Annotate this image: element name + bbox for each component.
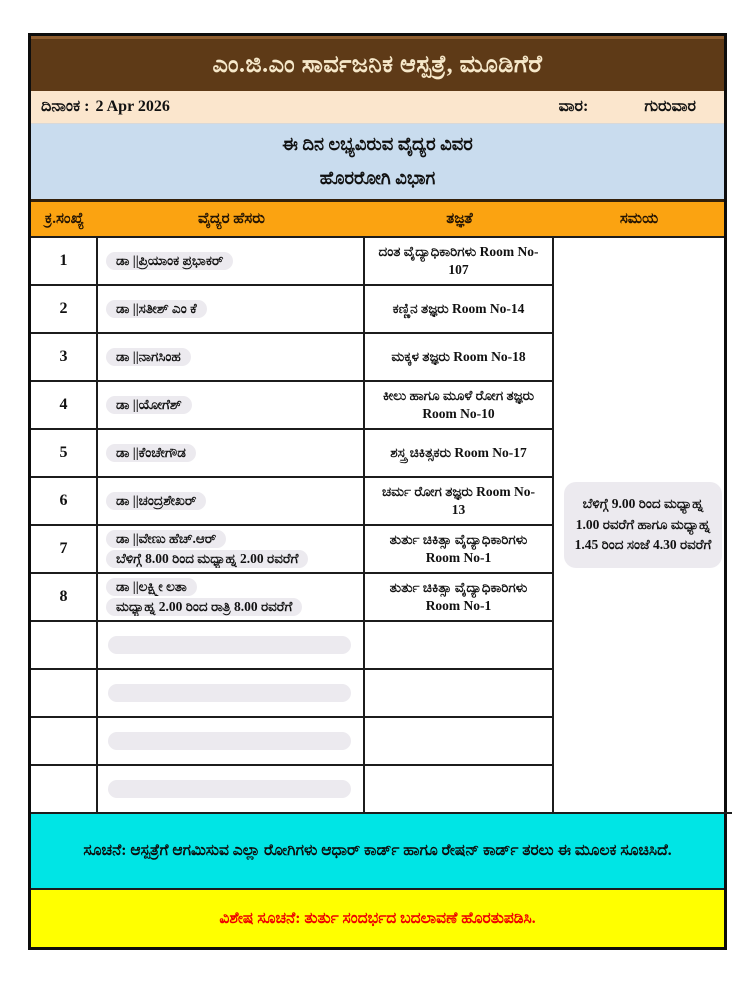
special-note: ವಿಶೇಷ ಸೂಚನೆ: ತುರ್ತು ಸಂದರ್ಭದ ಬದಲಾವಣೆ ಹೊರತುಪಡಿಸಿ. — [31, 890, 724, 947]
specialty-cell — [365, 622, 554, 670]
row-number-cell — [31, 766, 98, 814]
doctor-schedule: ಬೆಳಿಗ್ಗೆ 8.00 ರಿಂದ ಮಧ್ಯಾಹ್ನ 2.00 ರವರೆಗೆ — [106, 550, 308, 568]
doctor-name: ಡಾ ||ಸತೀಶ್ ಎಂ ಕೆ — [106, 300, 207, 318]
row-number: 3 — [59, 348, 68, 365]
doctor-name-cell — [98, 670, 365, 718]
row-number-cell — [31, 718, 98, 766]
date-band — [31, 91, 724, 124]
time-value: ಬೆಳಿಗ್ಗೆ 9.00 ರಿಂದ ಮಧ್ಯಾಹ್ನ 1.00 ರವರೆಗೆ ಹಾಗೂ ಮಧ್ಯಾಹ್ನ 1.45 ರಿಂದ ಸಂಜೆ 4.30 ರವರೆಗೆ — [564, 482, 722, 569]
empty-name-placeholder — [108, 684, 351, 702]
row-number: 5 — [59, 444, 68, 461]
column-header-slno: ಕ್ರ.ಸಂಖ್ಯೆ — [44, 211, 85, 227]
subtitle-line2: ಹೊರರೋಗಿ ವಿಭಾಗ — [319, 168, 436, 188]
row-number-cell — [31, 238, 98, 286]
row-number: 8 — [59, 588, 68, 605]
row-number: 1 — [59, 252, 68, 269]
row-number: 2 — [59, 300, 68, 317]
subtitle-line1: ಈ ದಿನ ಲಭ್ಯವಿರುವ ವೈದ್ಯರ ವಿವರ — [282, 134, 473, 154]
doctor-name-cell — [98, 574, 365, 622]
row-number-cell — [31, 286, 98, 334]
specialty-cell — [365, 286, 554, 334]
row-number-cell — [31, 382, 98, 430]
specialty-cell — [365, 478, 554, 526]
doctor-name-cell — [98, 382, 365, 430]
specialty-cell — [365, 718, 554, 766]
day-group — [559, 98, 710, 116]
specialty: ದಂತ ವೈದ್ಯಾಧಿಕಾರಿಗಳು Room No-107 — [378, 243, 539, 277]
doctor-name-cell — [98, 238, 365, 286]
date-group — [41, 98, 170, 116]
doctor-name: ಡಾ ||ವೇಣು ಹೆಚ್.ಆರ್ — [106, 530, 226, 548]
specialty: ಚರ್ಮ ರೋಗ ತಜ್ಞರು Room No-13 — [381, 483, 536, 517]
specialty-cell — [365, 382, 554, 430]
row-number-cell — [31, 430, 98, 478]
day-label: ವಾರ: — [558, 98, 589, 115]
doctor-name: ಡಾ ||ಪ್ರಿಯಾಂಕ ಪ್ರಭಾಕರ್ — [106, 252, 233, 270]
empty-name-placeholder — [108, 780, 351, 798]
doctor-name-cell — [98, 766, 365, 814]
doctor-name: ಡಾ ||ಚಂದ್ರಶೇಖರ್ — [106, 492, 206, 510]
row-number-cell — [31, 478, 98, 526]
doctor-name-cell — [98, 622, 365, 670]
empty-name-placeholder — [108, 636, 351, 654]
doctor-schedule: ಮಧ್ಯಾಹ್ನ 2.00 ರಿಂದ ರಾತ್ರಿ 8.00 ರವರೆಗೆ — [106, 598, 302, 616]
hospital-title-band — [31, 36, 724, 91]
doctor-name: ಡಾ ||ನಾಗಸಿಂಹ — [106, 348, 191, 366]
specialty: ಕೀಲು ಹಾಗೂ ಮೂಳೆ ರೋಗ ತಜ್ಞರು Room No-10 — [382, 387, 535, 421]
row-number-cell — [31, 670, 98, 718]
hospital-title: ಎಂ.ಜಿ.ಎಂ ಸಾರ್ವಜನಿಕ ಆಸ್ಪತ್ರೆ, ಮೂಡಿಗೆರೆ — [212, 51, 543, 78]
doctor-name-cell — [98, 718, 365, 766]
row-number: 4 — [59, 396, 68, 413]
specialty-cell — [365, 574, 554, 622]
column-header-doctor-name: ವೈದ್ಯರ ಹೆಸರು — [198, 211, 265, 227]
doctor-name: ಡಾ ||ಯೋಗೆಶ್ — [106, 396, 192, 414]
row-number: 7 — [59, 540, 68, 557]
specialty: ತುರ್ತು ಚಿಕಿತ್ಸಾ ವೈದ್ಯಾಧಿಕಾರಿಗಳು Room No-1 — [389, 579, 528, 613]
doctor-name-cell — [98, 286, 365, 334]
column-header-time: ಸಮಯ — [619, 211, 659, 227]
empty-name-placeholder — [108, 732, 351, 750]
subtitle-band — [31, 124, 724, 199]
specialty-cell — [365, 238, 554, 286]
doctor-name-cell — [98, 430, 365, 478]
date-value: 2 Apr 2026 — [95, 98, 170, 115]
row-number-cell — [31, 526, 98, 574]
general-note: ಸೂಚನೆ: ಆಸ್ಪತ್ರೆಗೆ ಆಗಮಿಸುವ ಎಲ್ಲಾ ರೋಗಿಗಳು ಆಧಾರ್ ಕಾರ್ಡ್ ಹಾಗೂ ರೇಷನ್ ಕಾರ್ಡ್ ತರಲು ಈ ಮೂಲಕ ಸೂಚಿಸಿದೆ. — [31, 814, 724, 890]
specialty-cell — [365, 430, 554, 478]
row-number-cell — [31, 334, 98, 382]
specialty-cell — [365, 670, 554, 718]
row-number-cell — [31, 574, 98, 622]
specialty-cell — [365, 766, 554, 814]
doctor-name: ಡಾ ||ಲಕ್ಷ್ಮೀ ಲತಾ — [106, 578, 197, 596]
specialty: ಕಣ್ಣಿನ ತಜ್ಞರು Room No-14 — [392, 300, 525, 316]
specialty-cell — [365, 526, 554, 574]
specialty-cell — [365, 334, 554, 382]
doctors-table — [31, 238, 724, 814]
table-column-header — [31, 199, 724, 238]
doctor-name: ಡಾ ||ಕೆಂಚೇಗೌಡ — [106, 444, 196, 462]
notice-document — [28, 33, 727, 950]
row-number-cell — [31, 622, 98, 670]
specialty: ಮಕ್ಕಳ ತಜ್ಞರು Room No-18 — [391, 348, 526, 364]
doctor-name-cell — [98, 526, 365, 574]
day-value: ಗುರುವಾರ — [644, 98, 696, 115]
doctor-name-cell — [98, 334, 365, 382]
specialty: ಶಸ್ತ್ರ ಚಿಕಿತ್ಸಕರು Room No-17 — [390, 444, 527, 460]
row-number: 6 — [59, 492, 68, 509]
doctor-name-cell — [98, 478, 365, 526]
specialty: ತುರ್ತು ಚಿಕಿತ್ಸಾ ವೈದ್ಯಾಧಿಕಾರಿಗಳು Room No-1 — [389, 531, 528, 565]
time-merged-cell — [554, 238, 732, 814]
date-label: ದಿನಾಂಕ : — [41, 98, 90, 115]
column-header-specialty: ತಜ್ಞತೆ — [446, 211, 473, 227]
